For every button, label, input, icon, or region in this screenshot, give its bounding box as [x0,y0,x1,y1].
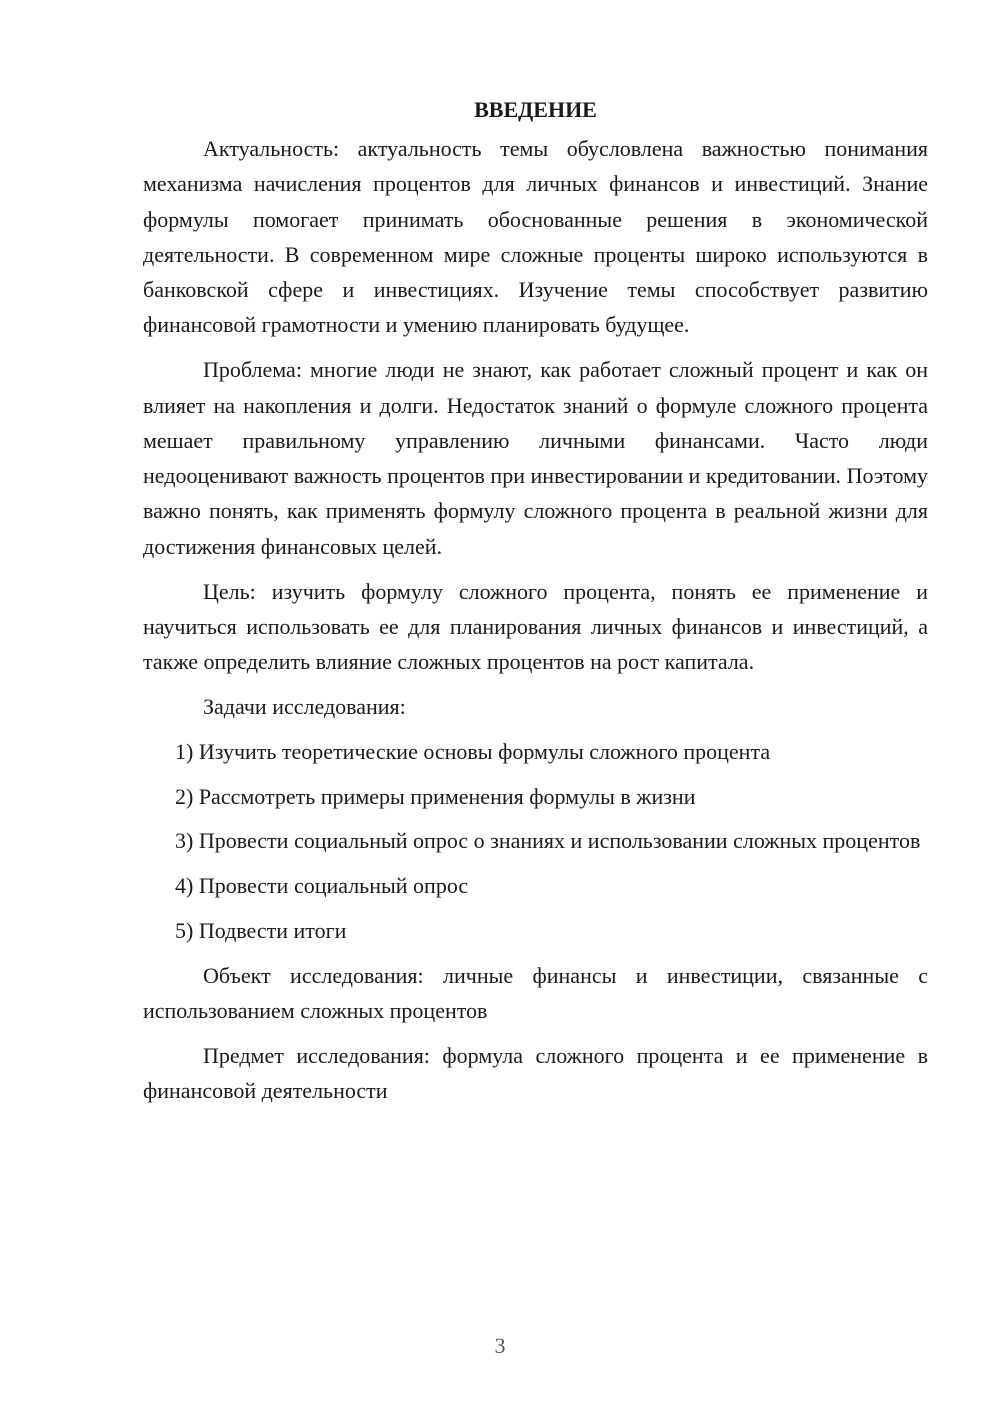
paragraph-goal: Цель: изучить формулу сложного процента, понять ее применение и научиться использовать ее для планирования личных финансов и инвестиций, а также определить влияние сложных процентов на рост капитала. [143,578,928,675]
task-item: 2) Рассмотреть примеры применения формулы в жизни [175,783,696,809]
task-item: 3) Провести социальный опрос о знаниях и использовании сложных процентов [175,828,921,854]
task-item: 5) Подвести итоги [175,917,347,943]
task-item: 4) Провести социальный опрос [175,873,469,899]
paragraph-object: Объект исследования: личные финансы и инвестиции, связанные с использованием сложных процентов [143,962,928,1024]
document-page [143,92,928,1118]
paragraph-relevance: Актуальность: актуальность темы обусловлена важностью понимания механизма начисления процентов для личных финансов и инвестиций. Знание формулы помогает принимать обоснованные решения в экономической деятельности. В современном мире сложные проценты широко используются в банковской сфере и инвестициях. Изучение темы способствует развитию финансовой грамотности и умению планировать будущее. [143,136,928,338]
paragraph-problem: Проблема: многие люди не знают, как работает сложный процент и как он влияет на накопления и долги. Недостаток знаний о формуле сложного процента мешает правильному управлению личными финансами. Часто люди недооценивают важность процентов при инвестировании и кредитовании. Поэтому важно понять, как применять формулу сложного процента в реальной жизни для достижения финансовых целей. [143,357,928,559]
page-number: 3 [494,1333,506,1358]
task-item: 1) Изучить теоретические основы формулы сложного процента [175,738,771,764]
tasks-heading: Задачи исследования: [203,693,406,719]
paragraph-subject: Предмет исследования: формула сложного процента и ее применение в финансовой деятельности [143,1042,928,1104]
section-title: ВВЕДЕНИЕ [474,97,597,122]
